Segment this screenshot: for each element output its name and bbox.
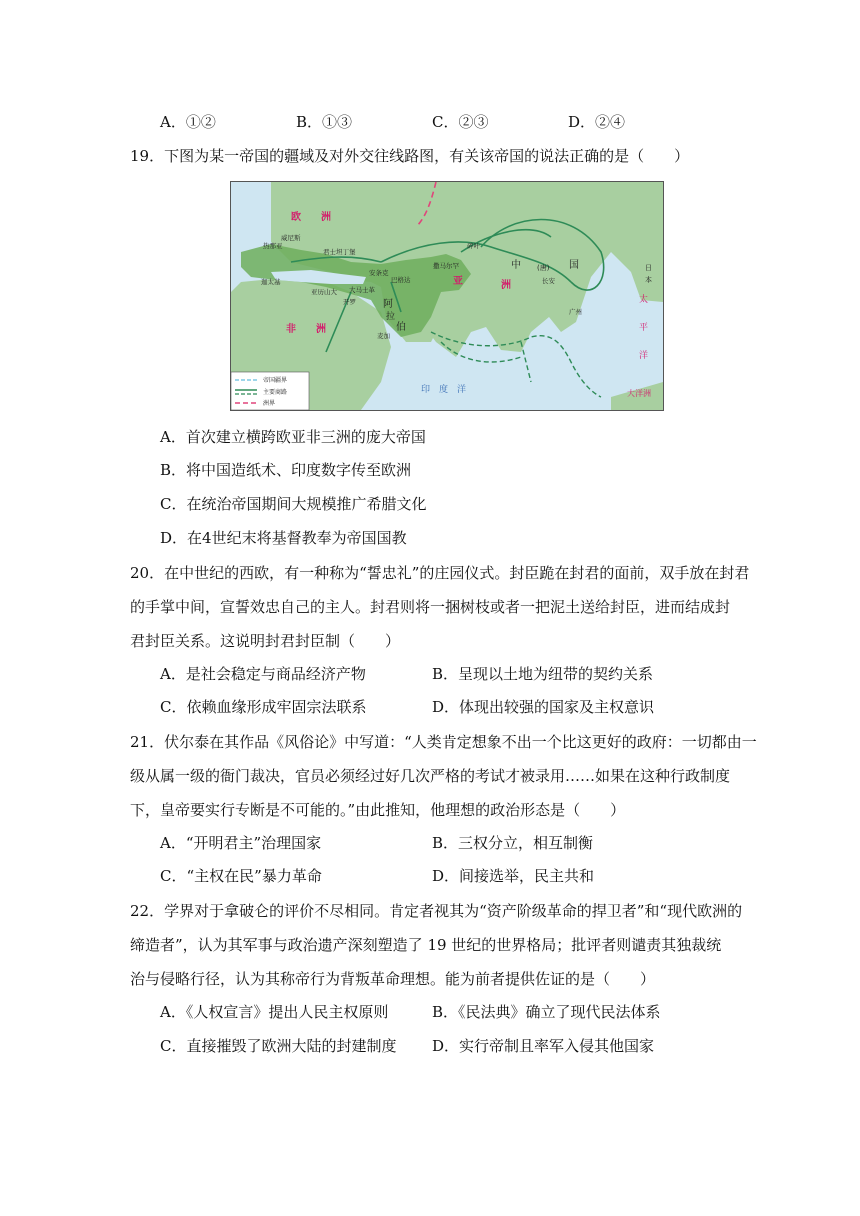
q19-option-a[interactable]: A．首次建立横跨欧亚非三洲的庞大帝国 [160, 428, 426, 446]
label-japan: 日 [645, 264, 652, 272]
city-mecca: 麦加 [377, 332, 390, 340]
q19-stem: 19．下图为某一帝国的疆域及对外交往线路图，有关该帝国的说法正确的是（ ） [130, 147, 690, 165]
q18-option-d[interactable]: D．②④ [568, 113, 626, 131]
q21-option-b[interactable]: B．三权分立，相互制衡 [432, 834, 594, 852]
empire-map [230, 181, 664, 411]
city-samarkand: 撒马尔罕 [433, 262, 459, 270]
q20-option-a[interactable]: A．是社会稳定与商品经济产物 [160, 665, 366, 683]
label-oceania: 大洋洲 [627, 389, 651, 398]
label-arab-2: 拉 [386, 312, 396, 322]
label-china: 中 [511, 260, 521, 271]
q18-option-b[interactable]: B．①③ [296, 113, 353, 131]
label-africa: 非 洲 [286, 324, 326, 335]
city-baghdad: 巴格达 [391, 276, 411, 284]
city-genoa: 热那亚 [263, 242, 283, 250]
city-constantinople: 君士坦丁堡 [323, 248, 356, 256]
city-venice: 威尼斯 [281, 234, 301, 242]
q21-option-c[interactable]: C．“主权在民”暴力革命 [160, 867, 322, 885]
city-suyab: 碎叶 [467, 242, 480, 250]
q19-option-b[interactable]: B．将中国造纸术、印度数字传至欧洲 [160, 461, 412, 479]
legend-continent-border: 洲界 [263, 400, 276, 407]
label-tang: (唐) [537, 264, 550, 272]
label-pacific-2: 平 [639, 323, 649, 333]
q20-stem-line-3: 君封臣关系。这说明封君封臣制（ ） [130, 632, 401, 650]
label-asia: 亚 [453, 276, 463, 287]
q21-option-d[interactable]: D．间接选举，民主共和 [432, 867, 595, 885]
q19-option-c[interactable]: C．在统治帝国期间大规模推广希腊文化 [160, 495, 427, 513]
city-carthage: 迦太基 [261, 278, 281, 286]
q20-stem-line-1: 20．在中世纪的西欧，有一种称为“誓忠礼”的庄园仪式。封臣跪在封君的面前，双手放在封君 [130, 564, 750, 582]
q20-stem-line-2: 的手掌中间，宣誓效忠自己的主人。封君则将一捆树枝或者一把泥土送给封臣，进而结成封 [130, 598, 731, 616]
label-arab: 阿 [383, 299, 393, 310]
label-asia-2: 洲 [501, 280, 511, 291]
q19-option-d[interactable]: D．在4世纪末将基督教奉为帝国国教 [160, 529, 407, 547]
label-japan-2: 本 [645, 276, 652, 284]
q21-stem-line-2: 级从属一级的衙门裁决，官员必须经过好几次严格的考试才被录用……如果在这种行政制度 [130, 767, 731, 785]
label-pacific-1: 太 [639, 295, 649, 305]
city-changan: 长安 [542, 277, 555, 285]
q20-option-d[interactable]: D．体现出较强的国家及主权意识 [432, 698, 655, 716]
legend-empire-border: 帝国疆界 [263, 377, 288, 384]
q21-stem-line-3: 下，皇帝要实行专断是不可能的。”由此推知，他理想的政治形态是（ ） [130, 801, 626, 819]
city-damascus: 大马士革 [349, 286, 375, 294]
q21-option-a[interactable]: A．“开明君主”治理国家 [160, 834, 322, 852]
q22-option-b[interactable]: B．《民法典》确立了现代民法体系 [432, 1003, 661, 1021]
q22-option-d[interactable]: D．实行帝制且率军入侵其他国家 [432, 1037, 655, 1055]
legend-routes: 主要商路 [263, 389, 288, 396]
q20-option-c[interactable]: C．依赖血缘形成牢固宗法联系 [160, 698, 367, 716]
city-guangzhou: 广州 [569, 308, 582, 316]
q22-stem-line-2: 缔造者”，认为其军事与政治遗产深刻塑造了 19 世纪的世界格局；批评者则谴责其独裁统 [130, 936, 722, 954]
label-arab-3: 伯 [396, 322, 406, 333]
q22-option-a[interactable]: A．《人权宣言》提出人民主权原则 [160, 1003, 389, 1021]
q22-option-c[interactable]: C．直接摧毁了欧洲大陆的封建制度 [160, 1037, 397, 1055]
q18-option-a[interactable]: A．①② [160, 113, 216, 131]
label-europe: 欧 洲 [291, 212, 331, 223]
city-alexandria: 亚历山大 [311, 288, 337, 296]
city-antioch: 安条克 [369, 269, 389, 277]
q20-option-b[interactable]: B．呈现以土地为纽带的契约关系 [432, 665, 654, 683]
city-cairo: 开罗 [343, 298, 356, 306]
q22-stem-line-1: 22．学界对于拿破仑的评价不尽相同。肯定者视其为“资产阶级革命的捍卫者”和“现代欧洲的 [130, 902, 743, 920]
q21-stem-line-1: 21．伏尔泰在其作品《风俗论》中写道：“人类肯定想象不出一个比这更好的政府：一切都由一 [130, 733, 757, 751]
label-pacific-3: 洋 [639, 351, 649, 361]
label-china-2: 国 [569, 260, 579, 271]
label-indian-ocean: 印 度 洋 [421, 385, 467, 395]
q22-stem-line-3: 治与侵略行径，认为其称帝行为背叛革命理想。能为前者提供佐证的是（ ） [130, 970, 656, 988]
q18-option-c[interactable]: C．②③ [432, 113, 489, 131]
